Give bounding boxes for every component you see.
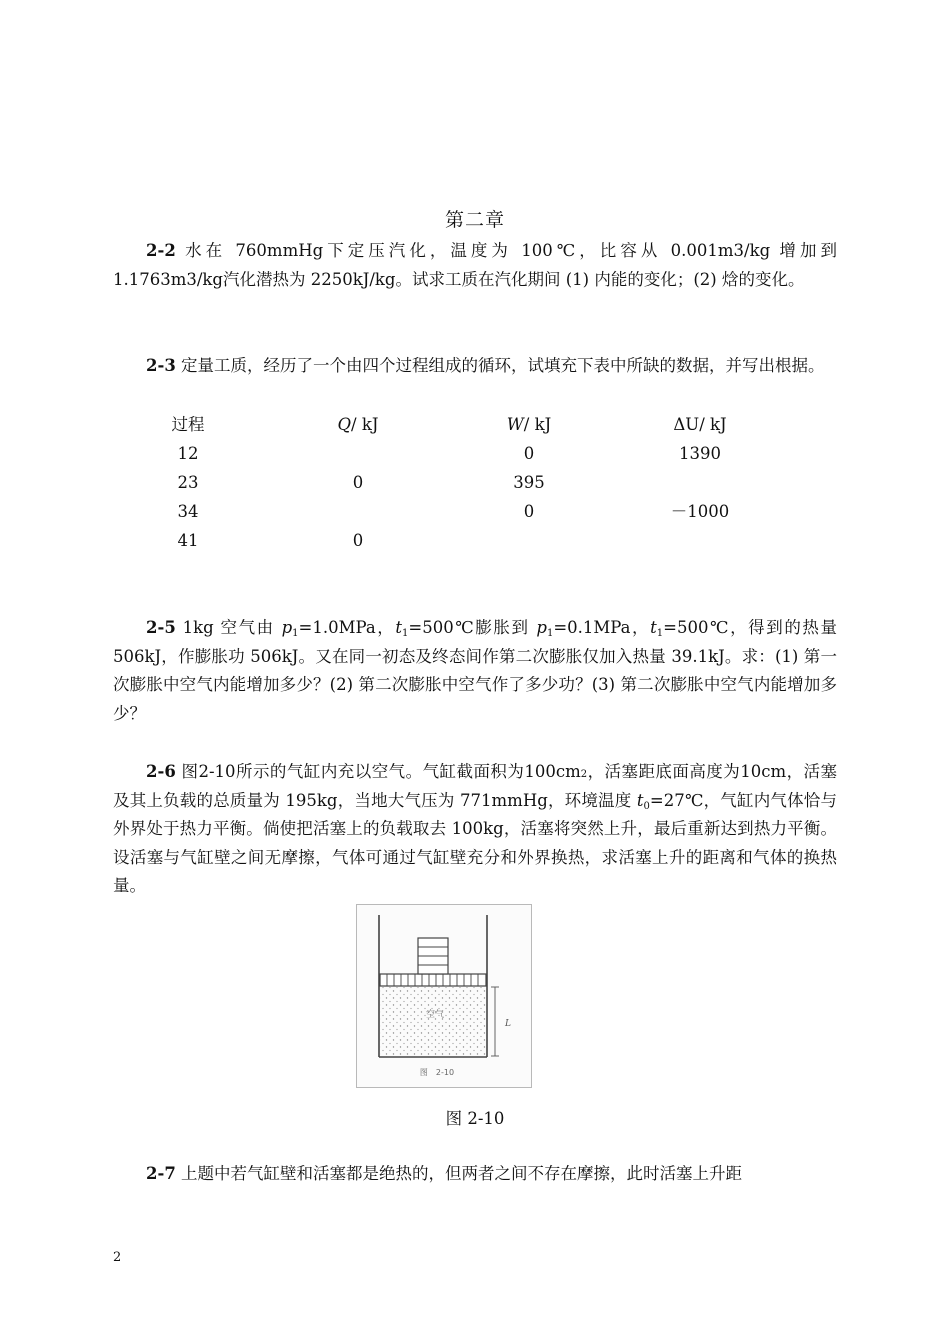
chapter-title: 第二章 — [444, 209, 505, 231]
figure-inner-caption: 图 2-10 — [419, 1068, 455, 1077]
table-cell: 395 — [513, 473, 545, 492]
problem-2-7 — [113, 1160, 837, 1189]
table-cell: 12 — [177, 444, 199, 463]
table-cell: 0 — [352, 473, 364, 492]
table-cell: 34 — [177, 502, 199, 521]
table-cell: 0 — [523, 444, 535, 463]
problem-number: 2-3 — [146, 356, 176, 375]
problem-2-5: 2-5 1kg 空气由 $p_1=1.0MPa$，$t_1=500℃$膨胀到 $p_1=0.1MPa$，$t_1=500℃$，得到的热量 506kJ，作膨胀功 506kJ。又在同一初态及终态间作第二次膨胀仅加入热量 39.1kJ。求：(1) 第一次膨胀中空气内能增加多少？(2) 第二次膨胀中空气作了多少功？(3) 第二次膨胀中空气内能增加多少？ — [113, 618, 843, 723]
page-number: 2 — [113, 1250, 122, 1265]
header-process: 过程 — [171, 415, 205, 434]
air-label: 空气 — [425, 1010, 445, 1020]
problem-number: 2-2 — [146, 241, 176, 260]
problem-text: 上题中若气缸壁和活塞都是绝热的，但两者之间不存在摩擦，此时活塞上升距 — [175, 1164, 743, 1183]
problem-2-6: 2-6 图2-10所示的气缸内充以空气。气缸截面积为100cm2，活塞距底面高度为10cm，活塞及其上负载的总质量为 195kg，当地大气压为 771mmHg，环境温度 $t_0=27℃$，气缸内气体恰与外界处于热力平衡。倘使把活塞上的负载取去 100kg，活塞将突然上升，最后重新达到热力平衡。设活塞与气缸壁之间无摩擦，气体可通过气缸壁充分和外界换热，求活塞上升的距离和气体的换热量。 — [113, 762, 837, 895]
table-cell: 0 — [352, 531, 364, 550]
table-cell: 23 — [177, 473, 199, 492]
table-row — [113, 468, 837, 497]
problem-2-2 — [113, 237, 843, 294]
problem-number: 2-5 — [146, 618, 176, 637]
table-cell: 0 — [523, 502, 535, 521]
table-cell: 41 — [177, 531, 199, 550]
piston — [380, 974, 486, 986]
header-internal-energy: ΔU/ kJ — [673, 415, 727, 434]
dimension-label: L — [505, 1019, 511, 1029]
cylinder-diagram — [357, 905, 531, 1087]
table-row — [113, 439, 837, 468]
problem-number: 2-7 — [146, 1164, 176, 1183]
table-cell: 1390 — [679, 444, 721, 463]
table-header-row — [113, 410, 837, 439]
header-heat: Q/ kJ — [337, 415, 379, 434]
process-table — [113, 410, 837, 555]
figure-caption: 图 2-10 — [445, 1109, 505, 1128]
problem-text: 定量工质，经历了一个由四个过程组成的循环，试填充下表中所缺的数据，并写出根据。 — [175, 356, 825, 375]
header-work: W/ kJ — [506, 415, 552, 434]
problem-text: 水在 760mmHg下定压汽化，温度为 100℃，比容从 0.001m3/kg 增加到 1.1763m3/kg汽化潜热为 2250kJ/kg。试求工质在汽化期间 (1) 内能的变化；(2) 焓的变化。 — [113, 241, 843, 289]
air-region — [380, 987, 486, 1056]
problem-2-3 — [113, 352, 837, 381]
table-row — [113, 497, 837, 526]
table-row — [113, 526, 837, 555]
table-cell: －1000 — [670, 502, 730, 521]
cylinder-figure — [356, 904, 532, 1088]
problem-number: 2-6 — [146, 762, 176, 781]
